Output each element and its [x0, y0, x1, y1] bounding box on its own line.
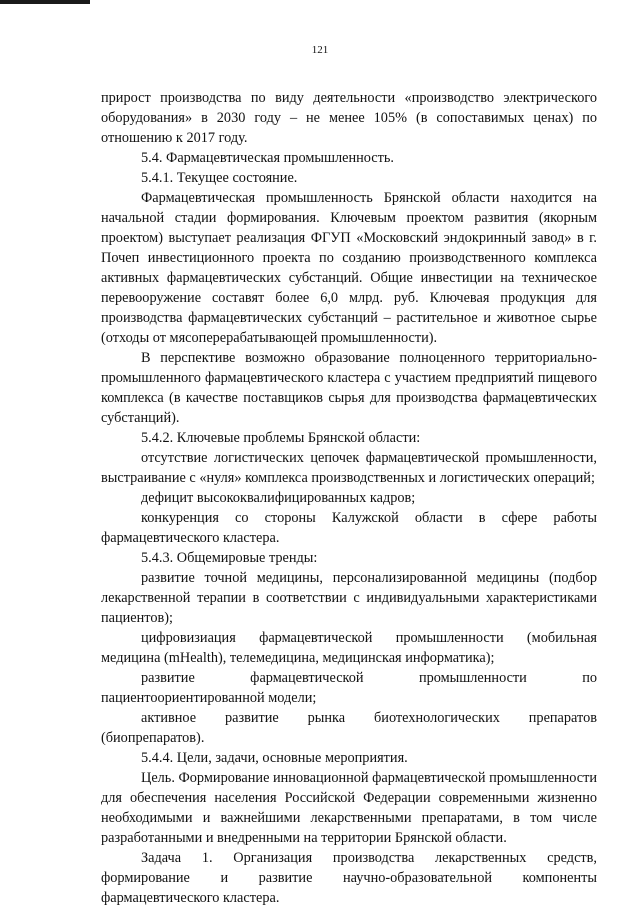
subsection-heading-5-4-2: 5.4.2. Ключевые проблемы Брянской области:: [141, 430, 421, 446]
problem-item-staff: дефицит высококвалифицированных кадров;: [141, 490, 416, 506]
section-heading-5-4: 5.4. Фармацевтическая промышленность.: [141, 150, 394, 166]
problem-item-competition: конкуренция со стороны Калужской области в сфере работы фармацевтического кластера.: [101, 510, 597, 546]
paragraph-goal: Цель. Формирование инновационной фармацевтической промышленности для обеспечения населения Российской Федерации современными жизненно необходимыми и важнейшими лекарственными препаратами, в том числе разработанными и внедренными на территории Брянской области.: [101, 770, 597, 846]
paragraph-task-1: Задача 1. Организация производства лекарственных средств, формирование и развитие научно-образовательной компоненты фармацевтического кластера.: [101, 850, 597, 906]
paragraph-current-state: Фармацевтическая промышленность Брянской области находится на начальной стадии формирования. Ключевым проектом развития (якорным проектом) выступает реализация ФГУП «Московский эндокринный завод» в г. Почеп инвестиционного проекта по созданию производственного комплекса активных фармацевтических субстанций. Общие инвестиции на техническое перевооружение составят более 6,0 млрд. руб. Ключевая продукция для производства фармацевтических субстанций – растительное и животное сырье (отходы от мясоперерабатывающей промышленности).: [101, 190, 597, 346]
paragraph-continuation: прирост производства по виду деятельности «производство электрического оборудования» в 2030 году – не менее 105% (в сопоставимых ценах) по отношению к 2017 году.: [101, 90, 597, 146]
subsection-heading-5-4-4: 5.4.4. Цели, задачи, основные мероприятия.: [141, 750, 408, 766]
top-scan-rule: [0, 0, 90, 4]
trend-item-precision-medicine: развитие точной медицины, персонализированной медицины (подбор лекарственной терапии в соответствии с индивидуальными характеристиками пациентов);: [101, 570, 597, 626]
trend-item-biotech: активное развитие рынка биотехнологических препаратов (биопрепаратов).: [101, 710, 597, 746]
paragraph-perspective: В перспективе возможно образование полноценного территориально-промышленного фармацевтического кластера с участием предприятий пищевого комплекса (в качестве поставщиков сырья для производства фармацевтических субстанций).: [101, 350, 597, 426]
document-body: [101, 88, 597, 908]
subsection-heading-5-4-1: 5.4.1. Текущее состояние.: [141, 170, 298, 186]
page-number: 121: [311, 44, 329, 56]
trend-item-digitalization: цифровизиация фармацевтической промышленности (мобильная медицина (mHealth), телемедицина, медицинская информатика);: [101, 630, 597, 666]
problem-item-logistics: отсутствие логистических цепочек фармацевтической промышленности, выстраивание с «нуля» комплекса производственных и логистических операций;: [101, 450, 597, 486]
subsection-heading-5-4-3: 5.4.3. Общемировые тренды:: [141, 550, 318, 566]
trend-item-patient-oriented: развитие фармацевтической промышленности по пациентоориентированной модели;: [101, 670, 597, 706]
